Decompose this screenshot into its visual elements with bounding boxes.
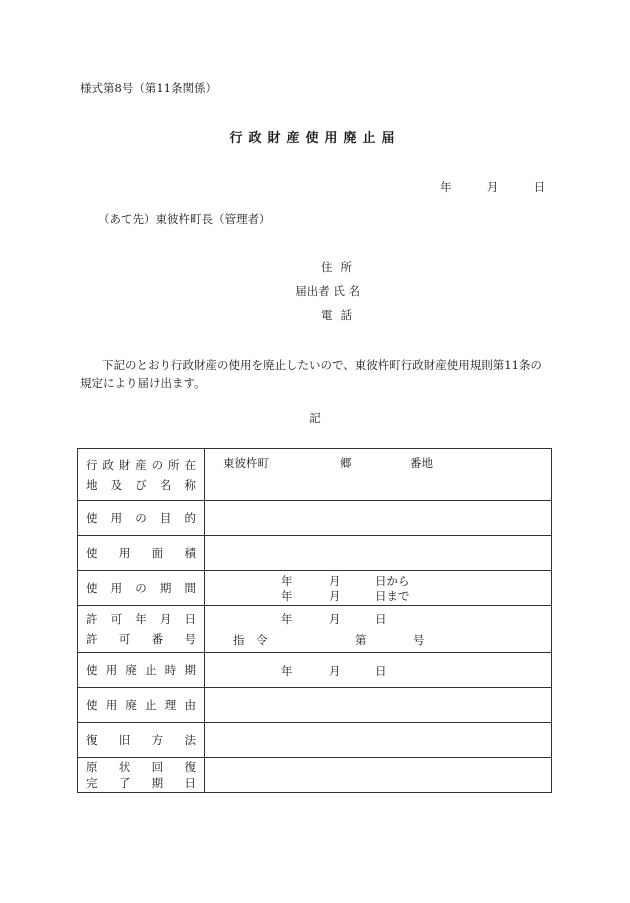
restore-complete-field[interactable] [205,758,552,793]
area-field[interactable] [205,536,552,571]
row-restore-complete [78,758,552,793]
end-month: 月 [329,664,341,678]
restore-complete-label [78,758,205,793]
label-char: 期 [151,776,164,790]
label-char: 年 [135,612,147,626]
label-char: 理 [164,698,177,712]
label-char: 名 [159,477,172,492]
label-char: 日 [184,776,196,790]
label-char: 号 [184,632,196,646]
date-year-label: 年 [440,180,452,194]
label-char: 月 [159,612,172,626]
permit-dai: 第 [355,633,367,647]
addressee: （あて先）東彼杵町長（管理者） [98,212,271,226]
label-char: 時 [164,663,177,677]
label-char: 了 [118,776,131,790]
label-char: の [135,511,147,525]
label-char: 回 [151,760,164,774]
row-restore-method [78,723,552,758]
location-go: 郷 [340,456,352,470]
label-char: 完 [86,776,98,790]
end-time-label [78,653,205,688]
label-line [86,609,196,629]
label-char: 的 [184,511,196,525]
end-reason-field[interactable] [205,688,552,723]
label-char: 止 [145,663,157,677]
end-day: 日 [375,664,387,678]
label-char: 旧 [118,733,131,747]
label-line [86,695,196,715]
label-char: 廃 [125,663,137,677]
label-char: 称 [184,477,196,492]
label-line [86,730,196,750]
label-char: び [135,477,147,492]
permit-year: 年 [281,612,293,626]
period-from-day: 日から [375,574,410,588]
body-line-2: 規定により届け出ます。 [80,376,206,390]
label-char: 日 [184,612,196,626]
submission-date [440,179,545,195]
applicant-name-label: 届出者 氏 名 [295,284,360,298]
date-day-label: 日 [533,180,546,194]
period-from-month: 月 [329,574,341,588]
form-table [77,448,552,793]
label-char: 原 [86,760,98,774]
location-label-line-1 [86,455,196,475]
label-char: 復 [86,733,98,747]
label-char: 用 [110,581,123,595]
permit-go: 号 [413,633,425,647]
permit-day: 日 [375,612,387,626]
label-char: 由 [184,698,196,712]
label-char: の [151,457,164,472]
label-line [86,775,196,791]
location-label [78,449,205,501]
label-char: 産 [135,457,147,472]
label-line [86,629,196,649]
body-line-1: 下記のとおり行政財産の使用を廃止したいので、東彼杵町行政財産使用規則第11条の [102,358,542,372]
row-location [78,449,552,501]
label-char: 法 [184,733,196,747]
label-line [86,660,196,680]
document-title: 行政財産使用廃止届 [229,131,401,146]
label-char: 地 [86,477,98,492]
label-char: 在 [184,457,196,472]
ki-heading: 記 [309,411,321,425]
purpose-field[interactable] [205,501,552,536]
label-char: 及 [110,477,123,492]
label-char: の [135,581,147,595]
phone-label: 電話 [321,308,360,322]
label-char: 許 [86,632,98,646]
area-label [78,536,205,571]
period-label [78,571,205,606]
label-char: 状 [118,760,131,774]
label-char: 面 [151,546,164,560]
period-to-month: 月 [329,589,341,603]
row-end-time [78,653,552,688]
label-char: 使 [86,698,98,712]
restore-method-field[interactable] [205,723,552,758]
row-period [78,571,552,606]
label-char: 番 [151,632,164,646]
label-char: 期 [159,581,172,595]
label-line [86,543,196,563]
form-number: 様式第8号（第11条関係） [80,81,217,95]
label-char: 行 [86,457,98,472]
label-char: 間 [184,581,196,595]
label-char: 使 [86,546,98,560]
label-char: 使 [86,663,98,677]
address-label: 住所 [321,260,360,274]
location-field[interactable] [205,449,552,501]
label-char: 政 [102,457,114,472]
date-month-label: 月 [486,180,499,194]
row-end-reason [78,688,552,723]
end-reason-label [78,688,205,723]
label-char: 目 [159,511,172,525]
label-char: 積 [184,546,196,560]
permit-month: 月 [329,612,341,626]
label-char: 許 [86,612,98,626]
end-year: 年 [281,664,293,678]
period-field[interactable] [205,571,552,606]
end-time-field[interactable] [205,653,552,688]
label-char: 可 [118,632,131,646]
label-char: 用 [105,663,118,677]
label-char: 方 [151,733,164,747]
purpose-label [78,501,205,536]
permit-field[interactable] [205,606,552,653]
body-text [80,356,560,392]
label-line [86,578,196,598]
label-char: 用 [105,698,118,712]
label-char: 復 [184,760,196,774]
row-permit [78,606,552,653]
permit-label [78,606,205,653]
period-from-year: 年 [281,574,293,588]
permit-shirei: 指 令 [233,633,268,647]
label-char: 財 [118,457,131,472]
period-to-year: 年 [281,589,293,603]
label-char: 使 [86,511,98,525]
label-line [86,508,196,528]
label-char: 期 [184,663,196,677]
label-line [86,759,196,775]
label-char: 所 [168,457,180,472]
label-char: 使 [86,581,98,595]
location-label-line-2 [86,475,196,495]
row-purpose [78,501,552,536]
location-town: 東彼杵町 [223,456,269,470]
period-to-day: 日まで [375,589,410,603]
label-char: 止 [145,698,157,712]
label-char: 用 [118,546,131,560]
label-char: 用 [110,511,123,525]
label-char: 可 [110,612,123,626]
restore-method-label [78,723,205,758]
label-char: 廃 [125,698,137,712]
location-banchi: 番地 [410,456,433,470]
row-area [78,536,552,571]
